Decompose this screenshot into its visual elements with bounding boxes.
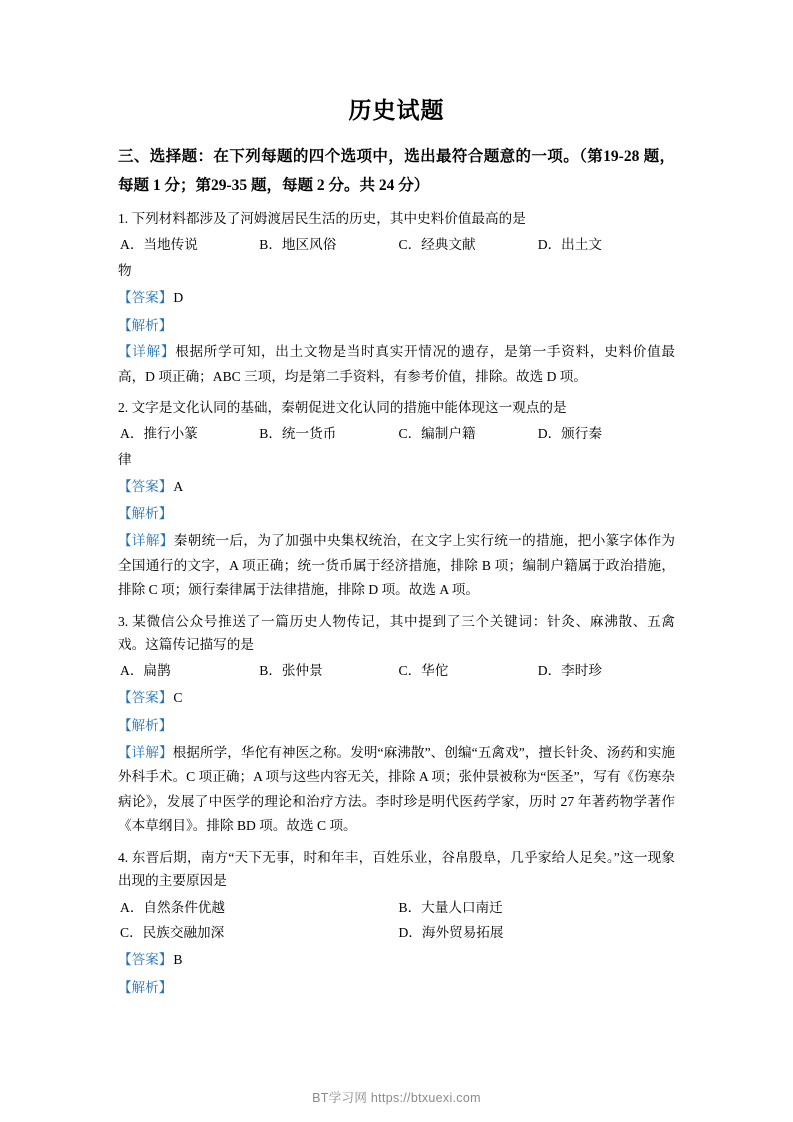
answer-value: D xyxy=(173,289,184,305)
question-options xyxy=(118,895,675,945)
option-continuation: 律 xyxy=(118,451,132,467)
answer-value: C xyxy=(173,690,183,706)
detail-block xyxy=(118,340,675,389)
option-a[interactable]: A．推行小篆 xyxy=(120,426,198,442)
option-row xyxy=(118,895,675,920)
page-title: 历史试题 xyxy=(348,97,445,124)
question-stem: 2. 文字是文化认同的基础，秦朝促进文化认同的措施中能体现这一观点的是 xyxy=(118,400,567,416)
option-a[interactable]: A．当地传说 xyxy=(120,237,198,253)
answer-block xyxy=(118,947,675,973)
question-options xyxy=(118,422,675,446)
detail-label: 【详解】 xyxy=(118,744,173,760)
question-options xyxy=(118,659,675,683)
detail-text: 根据所学可知，出土文物是当时真实开情况的遗存，是第一手资料，史料价值最高，D 项正确；ABC 三项，均是第二手资料，有参考价值，排除。故选 D 项。 xyxy=(118,344,675,384)
site-watermark: BT学习网 https://btxuexi.com xyxy=(312,1091,481,1105)
answer-value: A xyxy=(173,478,184,494)
option-d[interactable]: D．颁行秦 xyxy=(537,426,602,442)
detail-label: 【详解】 xyxy=(118,533,174,549)
analysis-label: 【解析】 xyxy=(118,717,173,733)
analysis-label: 【解析】 xyxy=(118,506,173,522)
answer-label: 【答案】 xyxy=(118,952,173,968)
question-stem: 4. 东晋后期，南方“天下无事，时和年丰，百姓乐业，谷帛殷阜，几乎家给人足矣。”这一现象出现的主要原因是 xyxy=(118,849,675,889)
option-c[interactable]: C．华佗 xyxy=(398,663,449,679)
detail-text: 根据所学，华佗有神医之称。发明“麻沸散”、创编“五禽戏”，擅长针灸、汤药和实施外科手术。C 项正确；A 项与这些内容无关，排除 A 项；张仲景被称为“医圣”，写有《伤寒杂病论》，发展了中医学的理论和治疗方法。李时珍是明代医药学家，历时 27 年著药物学著作《本草纲目》。排除 BD 项。故选 C 项。 xyxy=(118,744,675,834)
option-continuation: 物 xyxy=(118,262,132,278)
answer-value: B xyxy=(173,952,183,968)
option-a[interactable]: A．自然条件优越 xyxy=(120,900,225,916)
option-d[interactable]: D．海外贸易拓展 xyxy=(398,925,504,941)
section-heading: 三、选择题：在下列每题的四个选项中，选出最符合题意的一项。（第19-28 题，每题 1 分；第29-35 题，每题 2 分。共 24 分） xyxy=(118,148,675,194)
detail-block xyxy=(118,529,675,602)
option-a[interactable]: A．扁鹊 xyxy=(120,663,171,679)
option-b[interactable]: B．大量人口南迁 xyxy=(398,900,503,916)
answer-label: 【答案】 xyxy=(118,690,173,706)
option-b[interactable]: B．统一货币 xyxy=(259,426,337,442)
analysis-label: 【解析】 xyxy=(118,317,173,333)
detail-text: 秦朝统一后，为了加强中央集权统治，在文字上实行统一的措施，把小篆字体作为全国通行的文字，A 项正确；统一货币属于经济措施，排除 B 项；编制户籍属于政治措施，排除 C 项；颁行秦律属于法律措施，排除 D 项。故选 A 项。 xyxy=(118,533,675,598)
answer-block xyxy=(118,285,675,311)
option-d[interactable]: D．出土文 xyxy=(537,237,602,253)
question-options xyxy=(118,233,675,257)
detail-block xyxy=(118,741,675,839)
answer-block xyxy=(118,474,675,500)
option-b[interactable]: B．地区风俗 xyxy=(259,237,337,253)
answer-label: 【答案】 xyxy=(118,289,173,305)
detail-label: 【详解】 xyxy=(118,344,176,360)
option-c[interactable]: C．编制户籍 xyxy=(398,426,476,442)
question-stem: 1. 下列材料都涉及了河姆渡居民生活的历史，其中史料价值最高的是 xyxy=(118,211,526,227)
option-b[interactable]: B．张仲景 xyxy=(259,663,323,679)
option-c[interactable]: C．经典文献 xyxy=(398,237,476,253)
option-row xyxy=(118,920,675,945)
option-c[interactable]: C．民族交融加深 xyxy=(120,925,225,941)
answer-label: 【答案】 xyxy=(118,478,173,494)
question-stem: 3. 某微信公众号推送了一篇历史人物传记，其中提到了三个关键词：针灸、麻沸散、五禽戏。这篇传记描写的是 xyxy=(118,613,675,653)
option-d[interactable]: D．李时珍 xyxy=(537,663,602,679)
analysis-label: 【解析】 xyxy=(118,980,173,996)
answer-block xyxy=(118,685,675,711)
